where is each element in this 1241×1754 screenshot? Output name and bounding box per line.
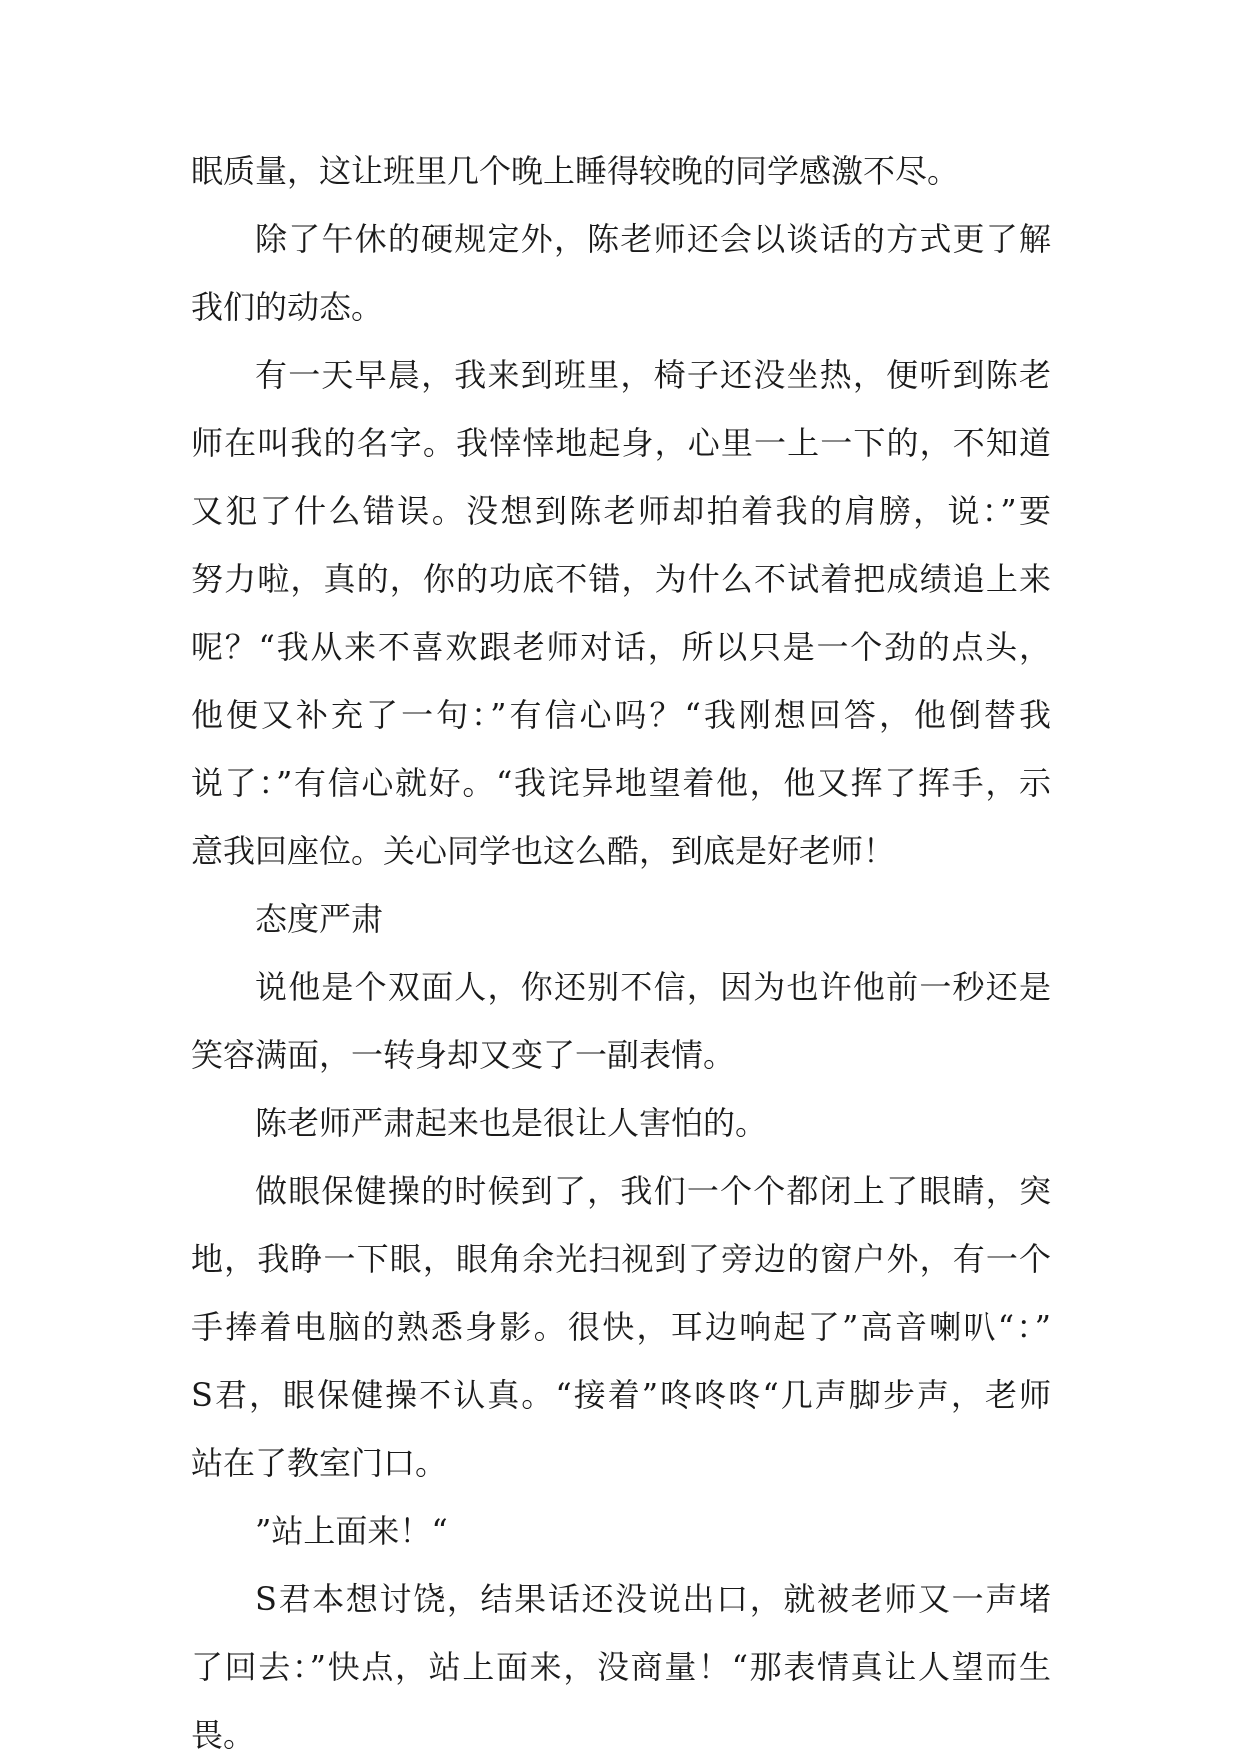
text-line: 他便又补充了一句：”有信心吗？“我刚想回答，他倒替我 [191,696,1051,734]
text-line: 笑容满面，一转身却又变了一副表情。 [191,1036,736,1074]
text-line: 陈老师严肃起来也是很让人害怕的。 [255,1104,768,1142]
text-line: 了回去：”快点，站上面来，没商量！“那表情真让人望而生 [191,1648,1051,1686]
text-line: 有一天早晨，我来到班里，椅子还没坐热，便听到陈老 [255,356,1051,394]
text-line: S君，眼保健操不认真。“接着”咚咚咚“几声脚步声，老师 [191,1376,1051,1414]
text-line: 我们的动态。 [191,288,384,326]
text-line: 除了午休的硬规定外，陈老师还会以谈话的方式更了解 [255,220,1051,258]
text-line: 意我回座位。关心同学也这么酷，到底是好老师！ [191,832,896,870]
text-line: 说他是个双面人，你还别不信，因为也许他前一秒还是 [255,968,1051,1006]
text-line: 努力啦，真的，你的功底不错，为什么不试着把成绩追上来 [191,560,1051,598]
text-line: 手捧着电脑的熟悉身影。很快，耳边响起了”高音喇叭“：” [191,1308,1051,1346]
text-line: 眠质量，这让班里几个晚上睡得较晚的同学感激不尽。 [191,152,960,190]
text-line: 畏。 [191,1716,256,1754]
text-line: ”站上面来！“ [255,1512,448,1550]
text-line: 说了：”有信心就好。“我诧异地望着他，他又挥了挥手，示 [191,764,1051,802]
section-heading: 态度严肃 [255,900,384,938]
text-line: 做眼保健操的时候到了，我们一个个都闭上了眼睛，突 [255,1172,1051,1210]
text-line: 站在了教室门口。 [191,1444,448,1482]
text-line: 呢？“我从来不喜欢跟老师对话，所以只是一个劲的点头， [191,628,1051,666]
text-line: 师在叫我的名字。我悻悻地起身，心里一上一下的，不知道 [191,424,1051,462]
text-line: 又犯了什么错误。没想到陈老师却拍着我的肩膀，说：”要 [191,492,1051,530]
text-line: 地，我睁一下眼，眼角余光扫视到了旁边的窗户外，有一个 [191,1240,1051,1278]
text-line: S君本想讨饶，结果话还没说出口，就被老师又一声堵 [255,1580,1051,1618]
